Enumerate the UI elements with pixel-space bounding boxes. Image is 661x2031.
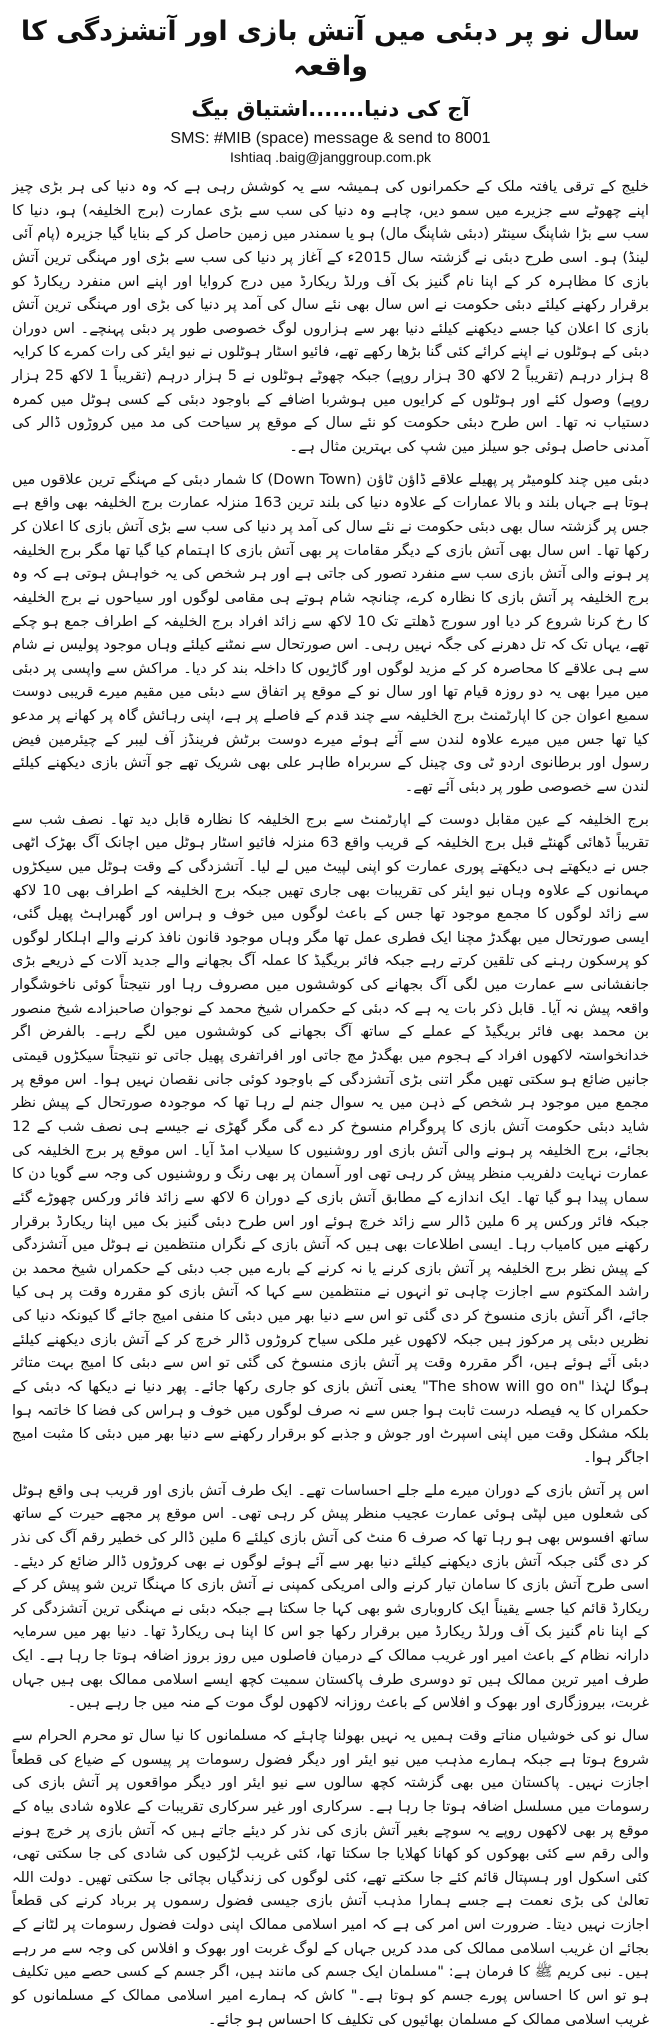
paragraph: خلیج کے ترقی یافتہ ملک کے حکمرانوں کی ہمیشہ سے یہ کوشش رہی ہے کہ وہ دنیا کی ہر بڑی چیز اپنے چھوٹے سے جزیرے میں سمو دیں، چاہے وہ دنیا کی سب سے بڑی عمارت (برج الخلیفہ) ہو، دنیا کا سب سے بڑا شاپنگ سینٹر (دبئی شاپنگ مال) ہو یا سمندر میں زمین حاصل کر کے بنایا گیا جزیرہ (پام آئی لینڈ) ہو۔ اسی طرح دبئی نے گزشتہ سال 2015ء کے آغاز پر دنیا کی سب سے بڑی اور مہنگی ترین آتش بازی کا مظاہرہ کر کے اپنا نام گنیز بک آف ورلڈ ریکارڈ میں درج کروایا اور اپنے اس منفرد ریکارڈ کو برقرار رکھنے کیلئے دبئی حکومت نے اس سال بھی نئے سال کی آمد پر دنیا کی بڑی اور مہنگی ترین آتش بازی کا اعلان کیا جسے دیکھنے کیلئے دنیا بھر سے ہزاروں لوگ خصوصی طور پر دبئی پہنچے۔ اس دوران دبئی کے ہوٹلوں نے اپنے کرائے کئی گنا بڑھا رکھے تھے، فائیو اسٹار ہوٹلوں نے نیو ایئر کی رات کمرے کا کرایہ 8 ہزار درہم (تقریباً 2 لاکھ 30 ہزار روپے) جبکہ چھوٹے ہوٹلوں نے 5 ہزار درہم (تقریباً 1 لاکھ 25 ہزار روپے) وصول کئے اور ہوٹلوں کے کرایوں میں ہوشربا اضافے کے باوجود دبئی کے کسی ہوٹل میں کمرہ دستیاب نہ تھا۔ اس طرح دبئی حکومت کو نئے سال کے موقع پر سیاحت کی مد میں کروڑوں ڈالر کی آمدنی حاصل ہوئی جو سیلز مین شپ کی بہترین مثال ہے۔ [12,177,649,456]
contact-block [12,129,649,167]
paragraph: اس پر آتش بازی کے دوران میرے ملے جلے احساسات تھے۔ ایک طرف آتش بازی اور قریب ہی واقع ہوٹل کی شعلوں میں لپٹی ہوئی عمارت عجیب منظر پیش کر رہی تھی۔ اس موقع پر مجھے حیرت کے ساتھ ساتھ افسوس بھی ہو رہا تھا کہ صرف 6 منٹ کی آتش بازی کیلئے 6 ملین ڈالر کی خطیر رقم آگ کی نذر کر دی گئی جبکہ آتش بازی دیکھنے کیلئے دنیا بھر سے آئے ہوئے لوگوں نے بھی کروڑوں ڈالر ضائع کر دیئے۔ اسی طرح آتش بازی کا سامان تیار کرنے والی امریکی کمپنی نے آتش بازی کا مہنگا ترین شو پیش کر کے ریکارڈ قائم کیا جسے یقیناً ایک کاروباری شو بھی کہا جا سکتا ہے جبکہ دبئی نے مہنگی ترین آتشزدگی کر کے اپنا نام گنیز بک آف ورلڈ ریکارڈ میں برقرار رکھا جو اس کا اپنا ہی ریکارڈ تھا۔ دنیا بھر میں سرمایہ دارانہ نظام کے باعث امیر اور غریب ممالک کے درمیان فاصلوں میں روز بروز اضافہ ہوتا جا رہا ہے۔ ایک طرف امیر ترین ممالک ہیں تو دوسری طرف پاکستان سمیت کچھ ایسے اسلامی ممالک بھی ہیں جہاں غربت، بیروزگاری اور بھوک و افلاس کے باعث روزانہ لاکھوں لوگ موت کے منہ میں جا رہے ہیں۔ [12,1481,649,1712]
article-title: سال نو پر دبئی میں آتش بازی اور آتشزدگی کا واقعہ [20,16,641,83]
paragraph: برج الخلیفہ کے عین مقابل دوست کے اپارٹمنٹ سے برج الخلیفہ کا نظارہ قابل دید تھا۔ نصف شب سے تقریباً ڈھائی گھنٹے قبل برج الخلیفہ کے قریب واقع 63 منزلہ فائیو اسٹار ہوٹل میں اچانک آگ بھڑک اٹھی جس نے دیکھتے ہی دیکھتے پوری عمارت کو اپنی لپیٹ میں لے لیا۔ آتشزدگی کے وقت ہوٹل میں سیکڑوں مہمانوں کے علاوہ وہاں نیو ایئر کی تقریبات بھی جاری تھیں جبکہ برج الخلیفہ کے اطراف بھی 10 لاکھ سے زائد لوگوں کا مجمع موجود تھا جس کے باعث لوگوں میں خوف و ہراس اور گھبراہٹ پھیل گئی، ایسی صورتحال میں بھگدڑ مچنا ایک فطری عمل تھا مگر وہاں موجود قانون نافذ کرنے والے اہلکار لوگوں کو پرسکون رہنے کی تلقین کرتے رہے جبکہ فائر بریگیڈ کا عملہ آگ بجھانے والے جدید آلات کے ذریعے بڑی جانفشانی سے عمارت میں لگی آگ بجھانے کی کوششوں میں مصروف رہا اور نتیجتاً کوئی ناخوشگوار واقعہ پیش نہ آیا۔ قابل ذکر بات یہ ہے کہ دبئی کے حکمراں شیخ محمد کے نوجوان صاحبزادے شیخ منصور بن محمد بھی فائر بریگیڈ کے عملے کے ساتھ آگ بجھانے کی کوششوں میں لگے رہے۔ بالفرض اگر خدانخواستہ لاکھوں افراد کے ہجوم میں بھگدڑ مچ جاتی اور افراتفری پھیل جاتی تو نتیجتاً سیکڑوں قیمتی جانیں ضائع ہو سکتی تھیں مگر اتنی بڑی آتشزدگی کے باوجود کوئی جانی نقصان نہیں ہوا۔ اس موقع پر مجمع میں موجود ہر شخص کے ذہن میں یہ سوال جنم لے رہا تھا کہ موجودہ صورتحال کے پیش نظر شاید دبئی حکومت آتش بازی کا پروگرام منسوخ کر دے گی مگر گھڑی نے جیسے ہی نصف شب کے 12 بجائے، برج الخلیفہ پر ہونے والی آتش بازی اور روشنیوں کا سیلاب امڈ آیا۔ اس موقع پر برج الخلیفہ کی عمارت نہایت دلفریب منظر پیش کر رہی تھی اور آسمان پر بھی رنگ و روشنیوں کی وجہ سے گویا دن کا سماں پیدا ہو گیا تھا۔ ایک اندازے کے مطابق آتش بازی کے دوران 6 لاکھ سے زائد فائر ورکس چھوڑے گئے جبکہ فائر ورکس پر 6 ملین ڈالر سے زائد خرچ ہوئے اور اس طرح دبئی گنیز بک میں اپنا ریکارڈ برقرار رکھنے میں کامیاب رہا۔ ایسی اطلاعات بھی ہیں کہ آتش بازی کے نگراں منتظمین نے ہوٹل میں آتشزدگی کے پیش نظر برج الخلیفہ پر آتش بازی کرنے یا نہ کرنے کے بارے میں جب دبئی کے حکمراں شیخ محمد بن راشد المکتوم سے اجازت چاہی تو انہوں نے منتظمین سے کہا کہ آتش بازی کو مقررہ وقت پر ہی کیا جائے، اگر آتش بازی منسوخ کر دی گئی تو اس سے دنیا بھر میں دبئی کا منفی امیج جائے گا کیونکہ دنیا کی نظریں دبئی پر مرکوز ہیں جبکہ لاکھوں غیر ملکی سیاح کروڑوں ڈالر خرچ کر کے آتش بازی دیکھنے کیلئے دبئی آئے ہوئے ہیں، اگر مقررہ وقت پر آتش بازی منسوخ کی گئی تو اس سے دبئی کا امیج بہت متاثر ہوگا لہٰذا "The show will go on" یعنی آتش بازی کو جاری رکھا جائے۔ پھر دنیا نے دیکھا کہ دبئی کے حکمراں کا یہ فیصلہ درست ثابت ہوا جس سے نہ صرف لوگوں میں خوف و ہراس کی فضا کا خاتمہ ہوا بلکہ مشکل وقت میں اپنی اسپرٹ اور جوش و جذبے کو برقرار رکھنے سے دنیا بھر میں دبئی کا مثبت امیج اجاگر ہوا۔ [12,810,649,1466]
paragraph: سال نو کی خوشیاں مناتے وقت ہمیں یہ نہیں بھولنا چاہئے کہ مسلمانوں کا نیا سال تو محرم الحرام سے شروع ہوتا ہے جبکہ ہمارے مذہب میں نیو ایئر اور دیگر فضول رسومات پر پیسوں کے ضیاع کی قطعاً اجازت نہیں۔ پاکستان میں بھی گزشتہ کچھ سالوں سے نیو ایئر اور دیگر مواقعوں پر آتش بازی کی رسومات میں مسلسل اضافہ ہوتا جا رہا ہے۔ سرکاری اور غیر سرکاری تقریبات کے علاوہ شادی بیاہ کے موقع پر بھی لاکھوں روپے یہ سوچے بغیر آتش بازی کی نذر کر دیئے جاتے ہیں کہ آتش بازی پر خرچ ہونے والی رقم سے کئی بھوکوں کو کھانا کھلایا جا سکتا تھا، کئی غریب لڑکیوں کی شادی کی جا سکتی تھی، کئی اسکول اور ہسپتال قائم کئے جا سکتے تھے، کئی لوگوں کی زندگیاں بچائی جا سکتی تھیں۔ دولت اللہ تعالیٰ کی بڑی نعمت ہے جسے ہمارا مذہب آتش بازی جیسی فضول رسموں پر برباد کرنے کی قطعاً اجازت نہیں دیتا۔ ضرورت اس امر کی ہے کہ امیر اسلامی ممالک اپنی دولت فضول رسومات پر لٹانے کے بجائے ان غریب اسلامی ممالک کی مدد کریں جہاں کے لوگ غربت اور بھوک و افلاس کی وجہ سے مر رہے ہیں۔ نبی کریم ﷺ کا فرمان ہے: "مسلمان ایک جسم کی مانند ہیں، اگر جسم کے کسی حصے میں تکلیف ہو تو اس کا احساس پورے جسم کو ہوتا ہے۔" کاش کہ ہمارے امیر اسلامی ممالک کے مسلمانوں کو غریب اسلامی ممالک کے مسلمان بھائیوں کی تکلیف کا احساس ہو جائے۔ [12,1726,649,2028]
sms-line: SMS: #MIB (space) message & send to 8001 [170,130,491,148]
article-byline: آج کی دنیا.......اشتیاق بیگ [191,97,470,122]
paragraph: دبئی میں چند کلومیٹر پر پھیلے علاقے ڈاؤن ٹاؤن (Down Town) کا شمار دبئی کے مہنگے ترین علاقوں میں ہوتا ہے جہاں بلند و بالا عمارات کے علاوہ دنیا کی بلند ترین 163 منزلہ عمارت برج الخلیفہ بھی واقع ہے جس پر گزشتہ سال بھی دبئی حکومت نے نئے سال کی آمد پر دنیا کی سب سے بڑی آتش بازی کا اعلان کر رکھا تھا۔ اس سال بھی آتش بازی کے دیگر مقامات پر بھی آتش بازی کا اہتمام کیا گیا تھا مگر برج الخلیفہ پر ہونے والی آتش بازی سب سے منفرد تصور کی جاتی ہے اور ہر شخص کی یہ خواہش ہوتی ہے کہ وہ برج الخلیفہ پر آتش بازی کا نظارہ کرے، چنانچہ شام ہوتے ہی مقامی لوگوں اور سیاحوں نے برج الخلیفہ کا رخ کرنا شروع کر دیا اور سورج ڈھلتے تک 10 لاکھ سے زائد افراد برج الخلیفہ کے اطراف جمع ہو چکے تھے، یہاں تک کہ تل دھرنے کی جگہ نہیں رہی۔ اس صورتحال سے نمٹنے کیلئے وہاں موجود پولیس نے شام سے ہی علاقے کا محاصرہ کر کے مزید لوگوں اور گاڑیوں کا داخلہ بند کر دیا۔ مراکش سے واپسی پر دبئی میں میرا بھی یہ دو روزہ قیام تھا اور سال نو کے موقع پر اتفاق سے دبئی میں مقیم میرے قریبی دوست سمیع اعوان جن کا اپارٹمنٹ برج الخلیفہ سے چند قدم کے فاصلے پر ہے، اپنی رہائش گاہ پر کھانے پر مدعو کیا تھا جس میں میرے علاوہ لندن سے آئے ہوئے میرے دوست برٹش فرینڈز آف لیبر کے چیئرمین فیض رسول اور برطانوی اردو ٹی وی چینل کے سربراہ طاہر علی بھی شریک تھے جو آتش بازی دیکھنے کیلئے لندن سے خصوصی طور پر دبئی آئے تھے۔ [12,470,649,795]
article-body [12,175,649,2031]
email-line: Ishtiaq .baig@janggroup.com.pk [230,149,431,166]
